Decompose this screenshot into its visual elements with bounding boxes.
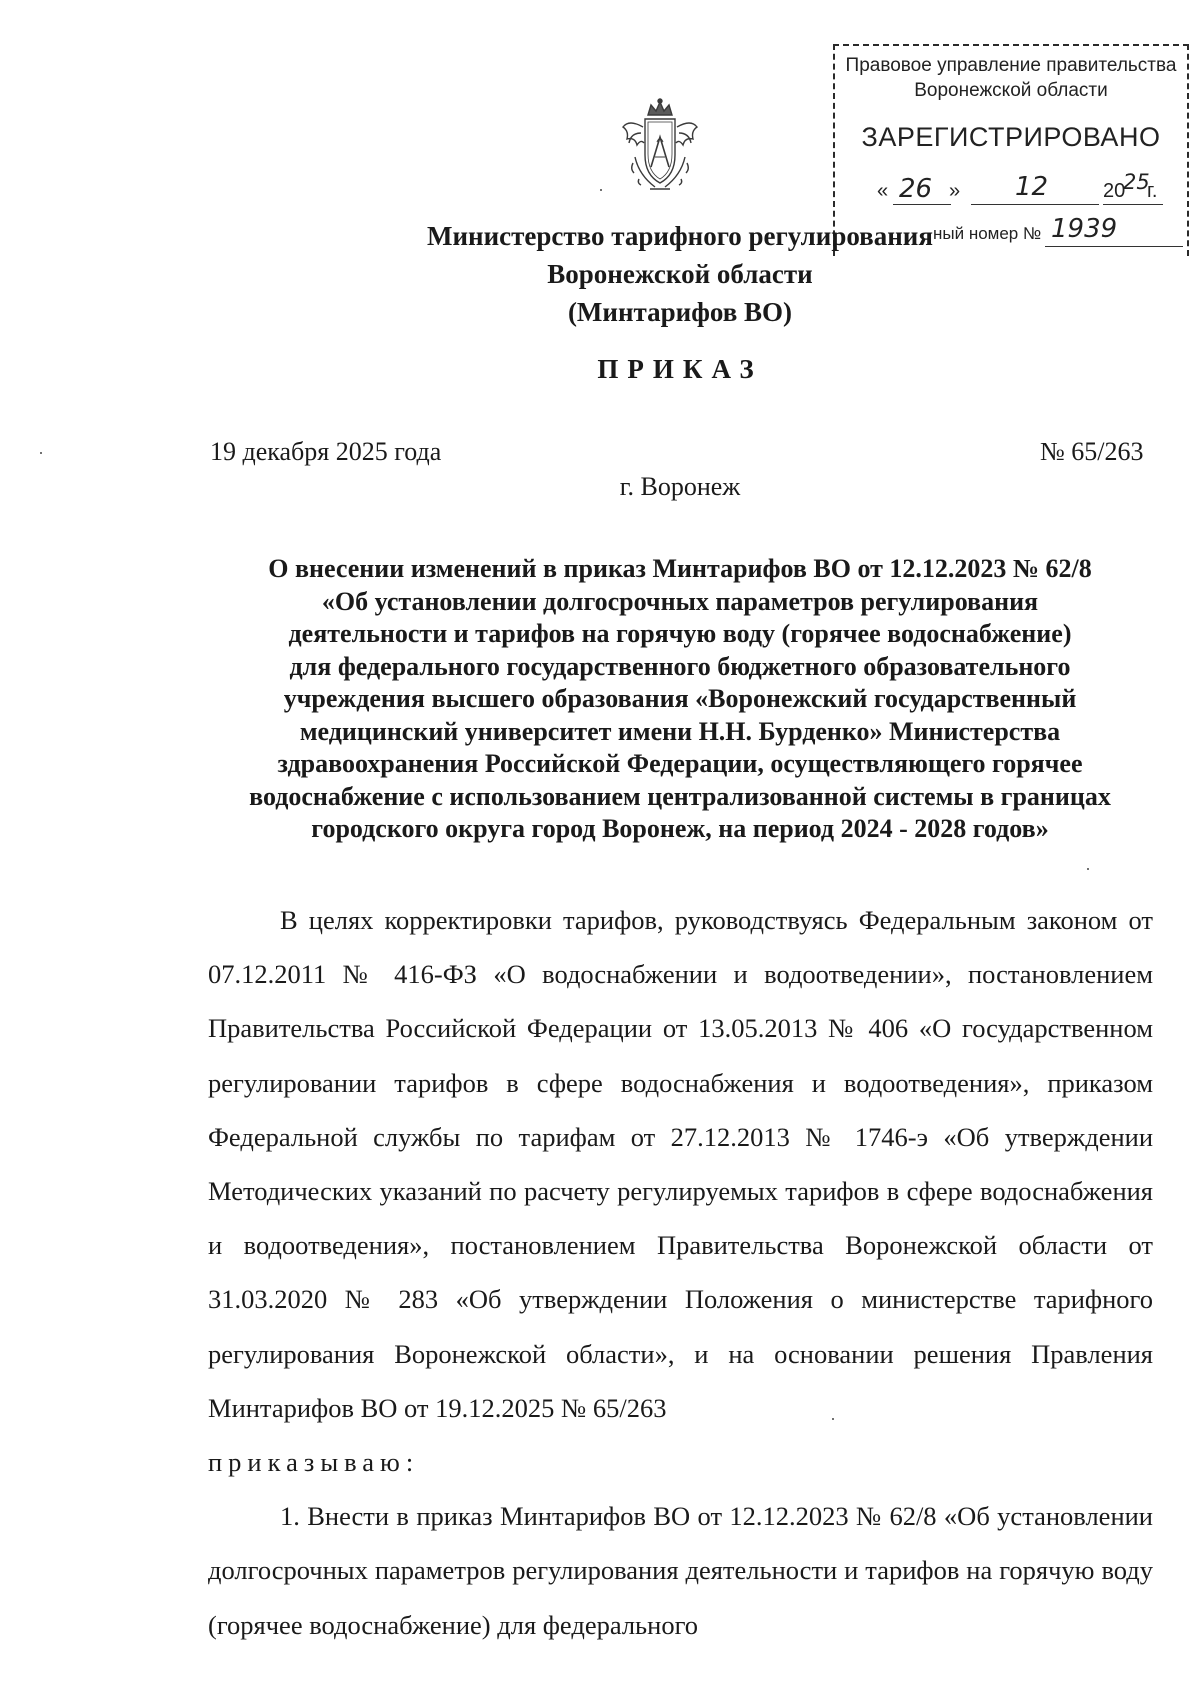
ministry-header: [300, 217, 1060, 331]
subject-line: для федерального государственного бюджетного образовательного: [289, 651, 1071, 681]
stamp-date-open-quote: «: [877, 180, 889, 202]
scan-speck: [1087, 868, 1089, 870]
subject-line: учреждения высшего образования «Воронежский государственный: [283, 684, 1077, 713]
stamp-date-day: 26: [899, 174, 933, 204]
subject-line: здравоохранения Российской Федерации, осуществляющего горячее: [277, 749, 1083, 778]
stamp-regnum-label: ный номер №: [933, 224, 1042, 243]
ministry-short-name: (Минтарифов ВО): [567, 297, 793, 327]
scan-speck: [600, 189, 602, 191]
stamp-date-close-quote: »: [949, 180, 961, 202]
stamp-date-year-underline: [1103, 204, 1163, 205]
ministry-name-line-1: Министерство тарифного регулирования: [427, 221, 933, 251]
subject-line: О внесении изменений в приказ Минтарифов ВО от 12.12.2023 № 62/8: [268, 554, 1092, 583]
stamp-date-month-underline: [971, 204, 1099, 205]
ministry-name-line-2: Воронежской области: [547, 259, 813, 289]
order-word: приказываю:: [208, 1447, 420, 1478]
item-1-paragraph: 1. Внести в приказ Минтарифов ВО от 12.12.2023 № 62/8 «Об установлении долгосрочных параметров регулирования деятельности и тарифов на горячую воду (горячее водоснабжение) для федерального: [208, 1501, 1153, 1640]
document-city: г. Воронеж: [619, 472, 741, 501]
stamp-date: [877, 170, 1177, 208]
stamp-org-line-2: Воронежской области: [914, 80, 1108, 101]
subject-line: деятельности и тарифов на горячую воду (горячее водоснабжение): [288, 619, 1072, 648]
document-number: № 65/263: [1040, 437, 1144, 466]
stamp-org-line-1: Правовое управление правительства: [845, 55, 1177, 76]
subject-line: «Об установлении долгосрочных параметров регулирования: [321, 586, 1039, 616]
subject-line: водоснабжение с использованием централизованной системы в границах: [249, 781, 1111, 811]
stamp-date-month: 12: [1015, 172, 1049, 202]
stamp-date-day-underline: [893, 204, 951, 205]
document-date: 19 декабря 2025 года: [210, 437, 442, 466]
preamble-paragraph: В целях корректировки тарифов, руководствуясь Федеральным законом от 07.12.2011 № 416-ФЗ «О водоснабжении и водоотведении», постановлением Правительства Российской Федерации от 13.05.2013 № 406 «О государственном регулировании тарифов в сфере водоснабжения и водоотведения», приказом Федеральной службы по тарифам от 27.12.2013 № 1746-э «Об утверждении Методических указаний по расчету регулируемых тарифов в сфере водоснабжения и водоотведения», постановлением Правительства Воронежской области от 31.03.2020 № 283 «Об утверждении Положения о министерстве тарифного регулирования Воронежской области», и на основании решения Правления Минтарифов ВО от 19.12.2025 № 65/263: [208, 905, 1153, 1423]
subject-line: городского округа город Воронеж, на период 2024 - 2028 годов»: [311, 814, 1049, 843]
stamp-date-year-prefix: 20: [1103, 180, 1126, 202]
subject-line: медицинский университет имени Н.Н. Бурденко» Министерства: [299, 716, 1061, 746]
scan-speck: [40, 452, 42, 454]
stamp-regnum-value: 1939: [1051, 214, 1118, 244]
document-type-title: ПРИКАЗ: [597, 354, 763, 384]
document-subject: [205, 553, 1155, 846]
stamp-registered-label: ЗАРЕГИСТРИРОВАНО: [861, 122, 1161, 152]
stamp-regnum-underline: [1045, 246, 1183, 247]
stamp-date-year-hand: 25: [1123, 170, 1150, 194]
coat-of-arms-emblem: [615, 97, 705, 197]
scan-speck: [832, 1418, 834, 1420]
stamp-date-year-suffix: г.: [1147, 180, 1158, 202]
document-body: [208, 893, 1153, 1652]
